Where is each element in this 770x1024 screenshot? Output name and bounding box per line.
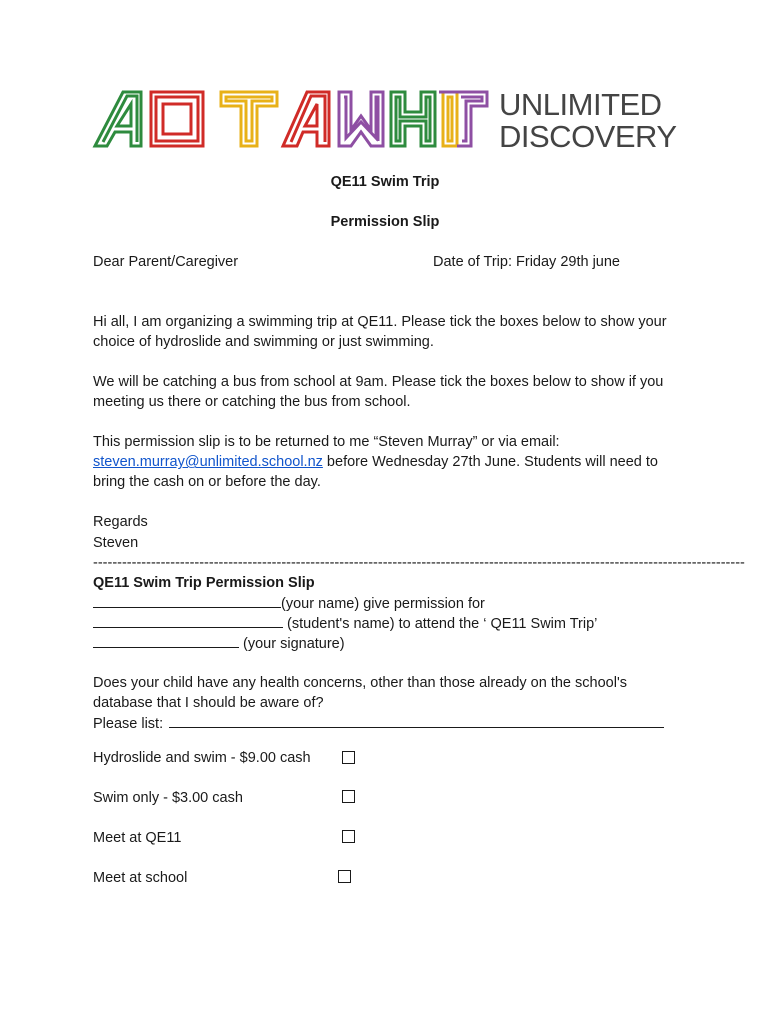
- logo-tagline-line2: DISCOVERY: [499, 119, 677, 154]
- signature-blank[interactable]: [93, 633, 239, 648]
- student-name-blank[interactable]: [93, 613, 283, 628]
- option-checkbox-meet-school[interactable]: [338, 870, 351, 883]
- option-label-swim-only: Swim only - $3.00 cash: [93, 790, 243, 806]
- signature-label: (your signature): [239, 636, 345, 652]
- school-logo: [93, 86, 677, 152]
- document-subtitle: Permission Slip: [330, 214, 440, 230]
- return-paragraph: [93, 432, 678, 493]
- document-title: QE11 Swim Trip: [330, 174, 440, 190]
- trip-date: Date of Trip: Friday 29th june: [433, 254, 620, 270]
- bus-paragraph: We will be catching a bus from school at 9am. Please tick the boxes below to show if you meeting us there or catching the bus from school.: [93, 374, 664, 411]
- option-checkbox-hydroslide[interactable]: [342, 751, 355, 764]
- intro-paragraph: Hi all, I am organizing a swimming trip at QE11. Please tick the boxes below to show your choice of hydroslide and swimming or just swimming.: [93, 314, 667, 351]
- option-checkbox-meet-qe11[interactable]: [342, 830, 355, 843]
- logo-tagline-line1: UNLIMITED: [499, 87, 662, 122]
- student-name-label: (student's name) to attend the ‘ QE11 Swim Trip’: [283, 616, 598, 632]
- option-label-meet-school: Meet at school: [93, 870, 188, 886]
- health-question: Does your child have any health concerns, other than those already on the school's database that I should be aware of?: [93, 675, 627, 712]
- health-list-line: [93, 713, 673, 734]
- parent-name-blank[interactable]: [93, 593, 281, 608]
- parent-name-line: [93, 593, 485, 614]
- option-label-hydroslide: Hydroslide and swim - $9.00 cash: [93, 750, 311, 766]
- cut-line-divider: ---------------------------------------------------------------------------------------------------------------------------------------: [93, 555, 745, 571]
- sender-name: Steven: [93, 535, 139, 551]
- parent-name-label: (your name) give permission for: [281, 596, 485, 612]
- signature-line: [93, 633, 345, 654]
- option-checkbox-swim-only[interactable]: [342, 790, 355, 803]
- option-label-meet-qe11: Meet at QE11: [93, 830, 182, 846]
- please-list-label: Please list:: [93, 716, 164, 732]
- return-text-before: This permission slip is to be returned to me “Steven Murray” or via email:: [93, 434, 560, 450]
- salutation: Dear Parent/Caregiver: [93, 254, 239, 270]
- regards-text: Regards: [93, 514, 148, 530]
- slip-heading: QE11 Swim Trip Permission Slip: [93, 575, 315, 591]
- teacher-email-link[interactable]: steven.murray@unlimited.school.nz: [93, 454, 323, 471]
- return-text-after: before Wednesday 27th June. Students will need to bring the cash on or before the day.: [93, 454, 658, 491]
- student-name-line: [93, 613, 597, 634]
- health-list-blank[interactable]: [169, 713, 664, 728]
